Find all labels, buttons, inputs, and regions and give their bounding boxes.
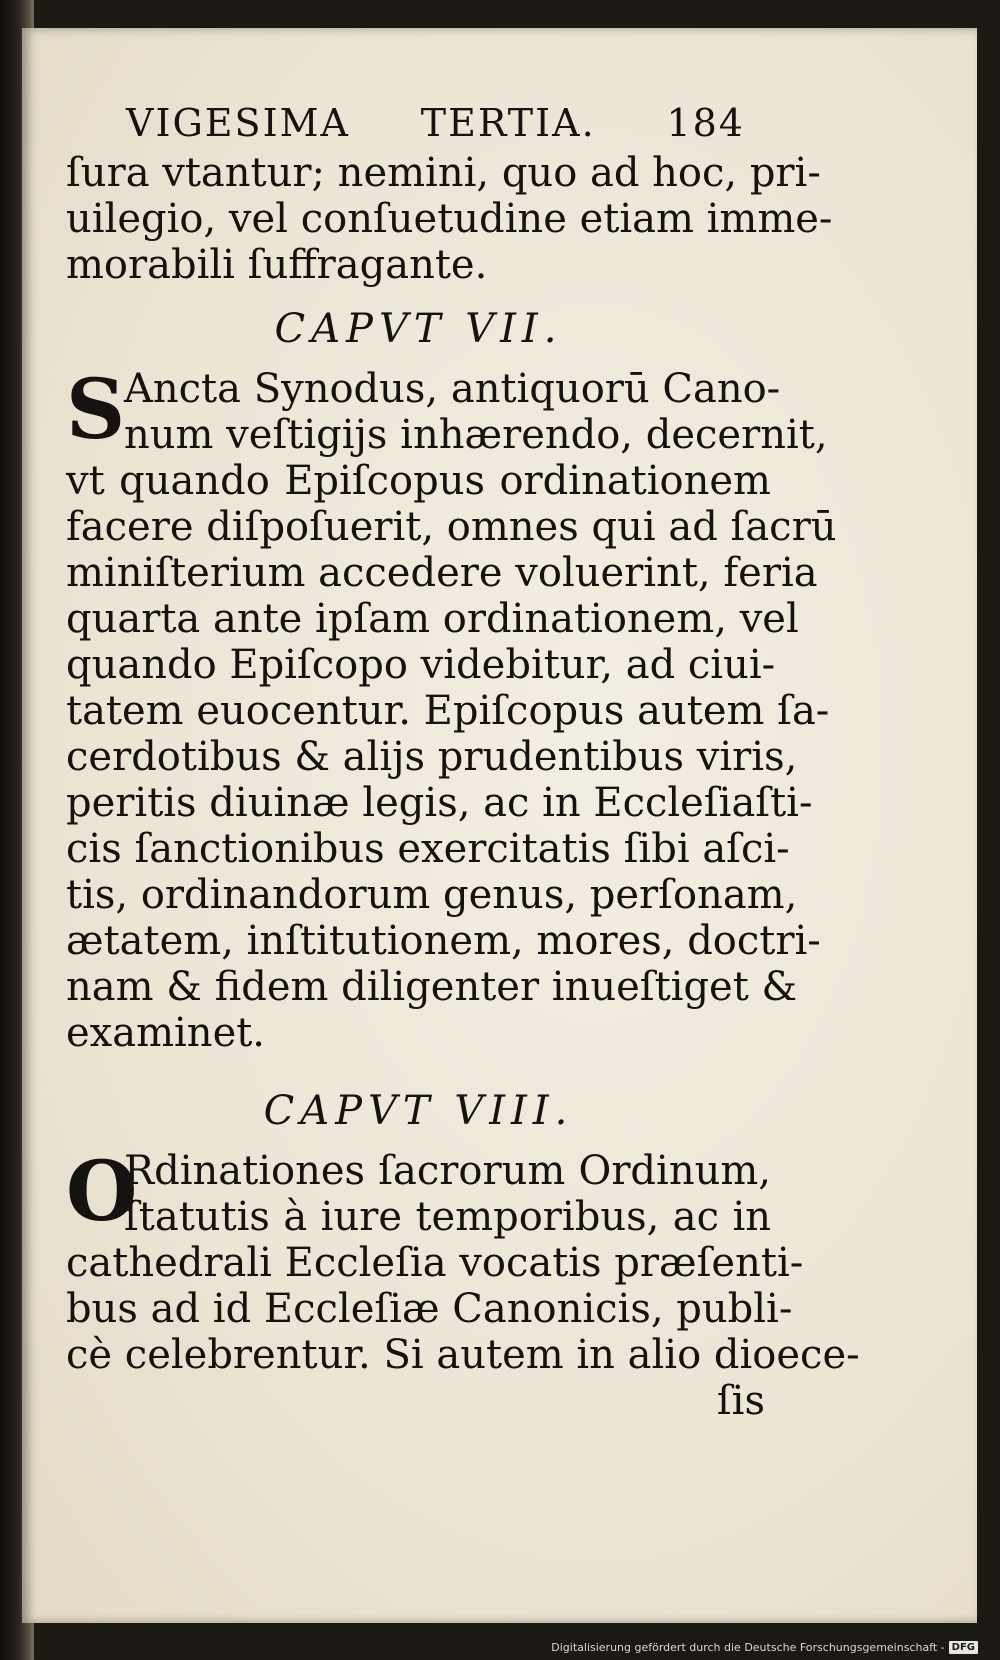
text-line: ſtatutis à iure temporibus, ac in: [124, 1194, 771, 1240]
text-line: vt quando Epiſcopus ordinationem: [66, 458, 771, 504]
chapter-heading-viii: CAPVT VIII.: [263, 1088, 574, 1134]
text-line: cathedrali Eccleſia vocatis præſenti-: [66, 1240, 804, 1286]
text-line: miniſterium accedere voluerint, feria: [66, 550, 818, 596]
catchword: ſis: [716, 1378, 765, 1424]
text-line: ſura vtantur; nemini, quo ad hoc, pri-: [66, 150, 821, 196]
chapter-viii-text: [66, 1144, 860, 1424]
text-line: tis, ordinandorum genus, perſonam,: [66, 872, 798, 918]
credit-text: Digitalisierung gefördert durch die Deutsche Forschungsgemeinschaft -: [551, 1641, 945, 1654]
book-page: [22, 28, 977, 1623]
drop-cap-s: S: [66, 362, 126, 458]
text-line: examinet.: [66, 1010, 266, 1056]
header-middle: TERTIA.: [420, 101, 596, 145]
text-line: Rdinationes ſacrorum Ordinum,: [124, 1148, 771, 1194]
chapter-heading-vii: CAPVT VII.: [274, 306, 563, 352]
digitization-credit: [551, 1641, 978, 1654]
text-line: peritis diuinæ legis, ac in Eccleſiaſti-: [66, 780, 813, 826]
text-line: quando Epiſcopo videbitur, ad ciui-: [66, 642, 776, 688]
text-line: cis ſanctionibus exercitatis ſibi aſci-: [66, 826, 790, 872]
text-line: nam & fidem diligenter inueſtiget &: [66, 964, 798, 1010]
text-line: bus ad id Eccleſiæ Canonicis, publi-: [66, 1286, 793, 1332]
text-line: morabili ſuffragante.: [66, 242, 488, 288]
running-header: [66, 100, 771, 146]
header-left: VIGESIMA: [126, 101, 350, 145]
text-line: cerdotibus & alijs prudentibus viris,: [66, 734, 798, 780]
text-line: ætatem, inſtitutionem, mores, doctri-: [66, 918, 821, 964]
dfg-logo: DFG: [949, 1641, 978, 1654]
text-line: Ancta Synodus, antiquorū Cano-: [124, 366, 781, 412]
text-line: tatem euocentur. Epiſcopus autem ſa-: [66, 688, 830, 734]
text-line: facere diſpoſuerit, omnes qui ad ſacrū: [66, 504, 837, 550]
page-text: [66, 100, 860, 1424]
text-line: num veſtigijs inhærendo, decernit,: [124, 412, 828, 458]
page-number: 184: [666, 101, 745, 145]
text-line: cè celebrentur. Si autem in alio dioece-: [66, 1332, 860, 1378]
text-line: quarta ante ipſam ordinationem, vel: [66, 596, 799, 642]
chapter-vii-text: [66, 362, 837, 1056]
drop-cap-o: O: [66, 1144, 138, 1240]
text-line: uilegio, vel conſuetudine etiam imme-: [66, 196, 833, 242]
